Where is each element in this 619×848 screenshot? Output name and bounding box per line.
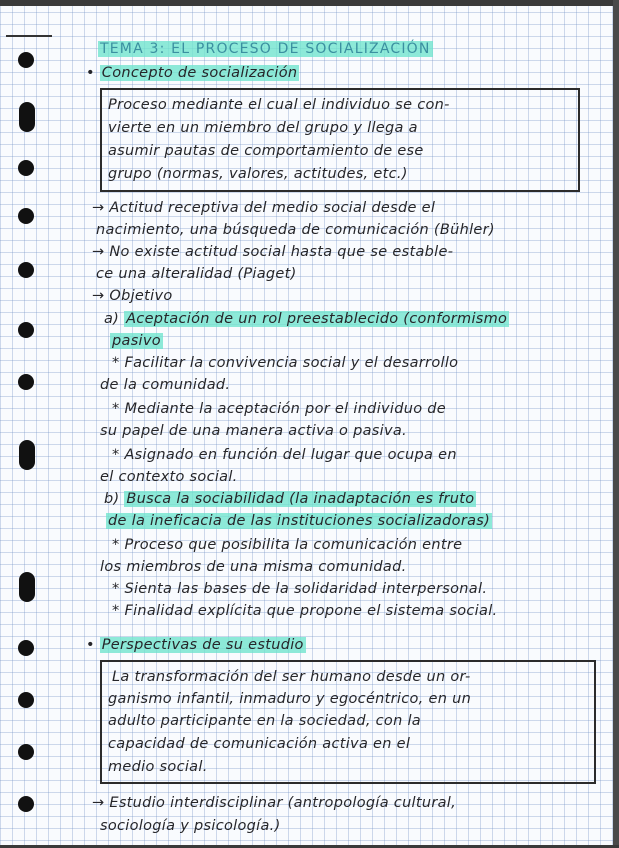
perspective-line: capacidad de comunicación activa en el [108, 736, 411, 752]
note-line: nacimiento, una búsqueda de comunicación (Bühler) [96, 222, 495, 238]
section-heading-text: Perspectivas de su estudio [101, 637, 304, 653]
perspective-line: ganismo infantil, inmaduro y egocéntrico, en un [108, 691, 472, 707]
binder-hole [18, 640, 34, 656]
definition-line: asumir pautas de comportamiento de ese [108, 143, 424, 159]
section-heading-concepto [86, 64, 299, 82]
definition-line: Proceso mediante el cual el individuo se con- [108, 97, 450, 113]
binder-hole [18, 374, 34, 390]
item-a-heading-cont [110, 332, 163, 350]
section-heading-text: Concepto de socialización [101, 65, 298, 81]
item-a-sub: su papel de una manera activa o pasiva. [100, 423, 407, 439]
perspective-line: La transformación del ser humano desde un or- [112, 669, 471, 685]
item-a-sub: * Facilitar la convivencia social y el desarrollo [112, 355, 459, 371]
note-line: → Actitud receptiva del medio social desde el [92, 200, 436, 216]
page-title-text: TEMA 3: EL PROCESO DE SOCIALIZACIÓN [100, 41, 431, 57]
binder-hole [18, 208, 34, 224]
binder-hole [18, 52, 34, 68]
item-b-marker: b) [104, 491, 120, 507]
note-line: → Objetivo [92, 288, 173, 304]
binder-hole [18, 160, 34, 176]
margin-rule [6, 35, 52, 37]
binder-hole [18, 262, 34, 278]
item-a-sub: el contexto social. [100, 469, 238, 485]
binder-slot [19, 440, 35, 470]
item-b-heading-cont [106, 512, 492, 530]
item-b-sub: * Finalidad explícita que propone el sistema social. [112, 603, 498, 619]
final-note-line: → Estudio interdisciplinar (antropología cultural, [92, 795, 457, 811]
item-a-sub: de la comunidad. [100, 377, 231, 393]
item-a-highlight: Aceptación de un rol preestablecido (conformismo [126, 311, 508, 327]
item-b-heading [104, 490, 476, 508]
binder-hole [18, 796, 34, 812]
perspective-line: adulto participante en la sociedad, con la [108, 713, 421, 729]
item-b-sub: * Sienta las bases de la solidaridad interpersonal. [112, 581, 488, 597]
scan-right-edge [613, 0, 619, 848]
item-b-highlight: Busca la sociabilidad (la inadaptación es fruto [126, 491, 475, 507]
item-a-highlight-cont: pasivo [112, 333, 161, 349]
item-a-sub: * Mediante la aceptación por el individuo de [112, 401, 447, 417]
item-b-highlight-cont: de la ineficacia de las instituciones socializadoras) [108, 513, 491, 529]
definition-line: grupo (normas, valores, actitudes, etc.) [108, 166, 408, 182]
bullet-icon: • [86, 637, 100, 653]
note-line: → No existe actitud social hasta que se estable- [92, 244, 454, 260]
binder-slot [19, 572, 35, 602]
item-b-sub: los miembros de una misma comunidad. [100, 559, 407, 575]
binder-hole [18, 322, 34, 338]
item-a-marker: a) [104, 311, 120, 327]
binder-hole [18, 692, 34, 708]
item-a-sub: * Asignado en función del lugar que ocupa en [112, 447, 457, 463]
definition-line: vierte en un miembro del grupo y llega a [108, 120, 418, 136]
note-line: ce una alteralidad (Piaget) [96, 266, 297, 282]
perspective-line: medio social. [108, 759, 208, 775]
bullet-icon: • [86, 65, 100, 81]
binder-hole [18, 744, 34, 760]
binder-slot [19, 102, 35, 132]
final-note-line: sociología y psicología.) [100, 818, 281, 834]
page-title [98, 40, 433, 58]
item-a-heading [104, 310, 509, 328]
item-b-sub: * Proceso que posibilita la comunicación entre [112, 537, 463, 553]
scan-top-edge [0, 0, 619, 6]
section-heading-perspectivas [86, 636, 306, 654]
